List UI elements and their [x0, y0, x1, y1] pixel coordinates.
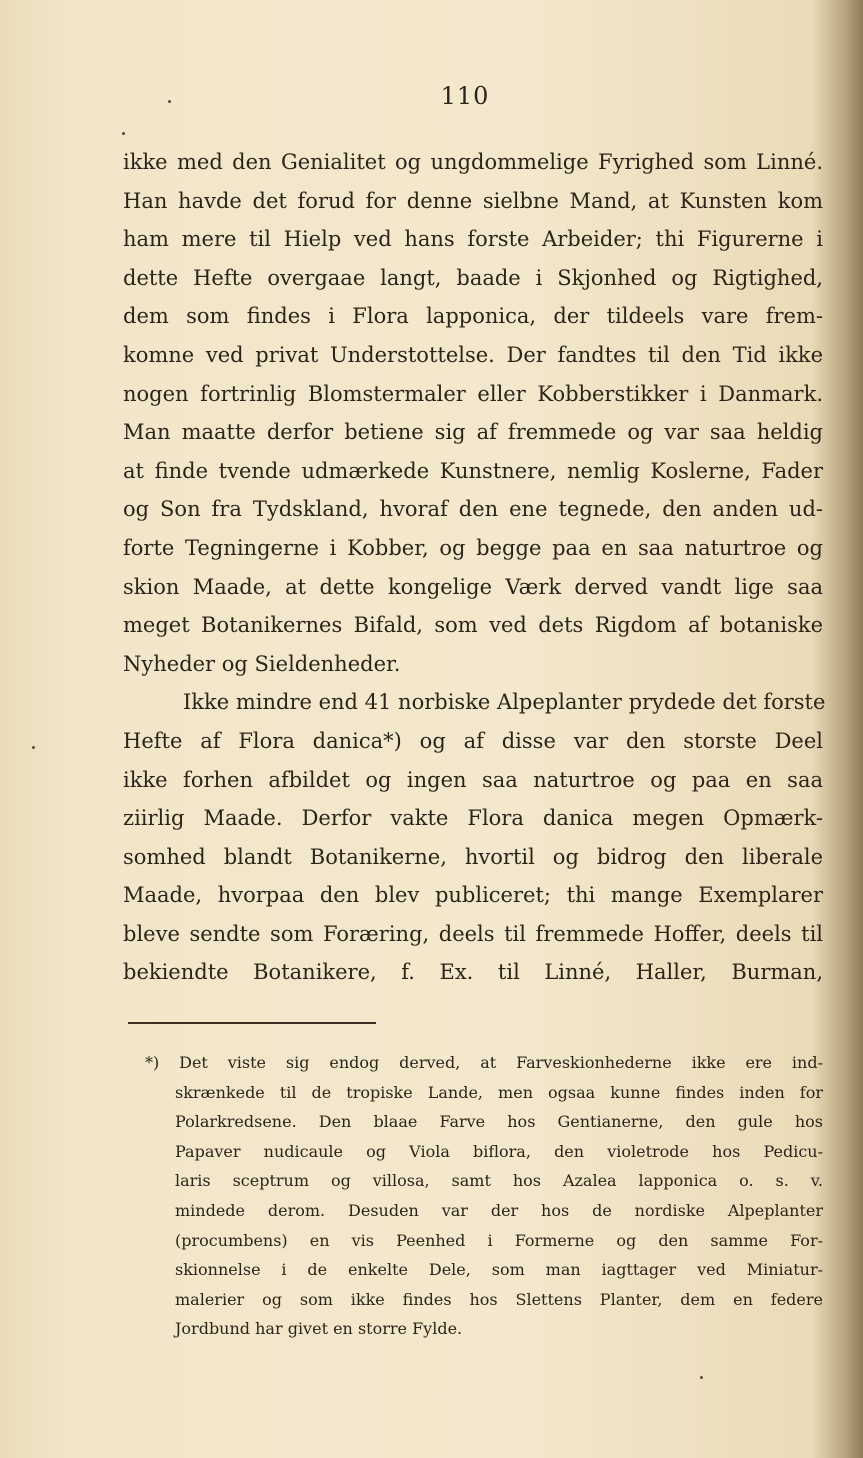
footnote-line: malerier og som ikke findes hos Slettens Planter, dem en federe — [175, 1289, 823, 1309]
body-line: dem som findes i Flora lapponica, der tildeels vare frem- — [123, 304, 823, 329]
page-number: 110 — [440, 82, 490, 110]
body-line: ikke med den Genialitet og ungdommelige Fyrighed som Linné. — [123, 150, 823, 174]
footnote-line: skionnelse i de enkelte Dele, som man iagttager ved Miniatur- — [175, 1260, 823, 1280]
body-line: at finde tvende udmærkede Kunstnere, nemlig Koslerne, Fader — [123, 458, 823, 483]
body-line: forte Tegningerne i Kobber, og begge paa en saa naturtroe og — [123, 535, 823, 560]
footnote-line: *) Det viste sig endog derved, at Farveskionhederne ikke ere ind- — [145, 1053, 823, 1072]
body-line: Maade, hvorpaa den blev publiceret; thi mange Exemplarer — [123, 883, 823, 908]
footnote-line: Polarkredsene. Den blaae Farve hos Gentianerne, den gule hos — [175, 1112, 823, 1132]
footnote-line: Jordbund har givet en storre Fylde. — [175, 1319, 463, 1339]
body-line: dette Hefte overgaae langt, baade i Skjonhed og Rigtighed, — [123, 265, 823, 290]
footnote-line: Papaver nudicaule og Viola biflora, den violetrode hos Pedicu- — [175, 1141, 823, 1161]
footnote-line: laris sceptrum og villosa, samt hos Azalea lapponica o. s. v. — [175, 1171, 823, 1191]
paper-speck — [122, 132, 125, 135]
body-line: bleve sendte som Foræring, deels til fremmede Hoffer, deels til — [123, 921, 823, 946]
body-line: ziirlig Maade. Derfor vakte Flora danica megen Opmærk- — [123, 806, 823, 831]
footnote-line: (procumbens) en vis Peenhed i Formerne og den samme For- — [175, 1230, 823, 1250]
body-line: ikke forhen afbildet og ingen saa naturtroe og paa en saa — [123, 767, 823, 792]
footnote-rule — [128, 1022, 376, 1024]
footnote-line: mindede derom. Desuden var der hos de nordiske Alpeplanter — [175, 1200, 823, 1220]
body-line: Man maatte derfor betiene sig af fremmede og var saa heldig — [123, 420, 823, 445]
body-line: ham mere til Hielp ved hans forste Arbeider; thi Figurerne i — [123, 227, 823, 252]
body-line: meget Botanikernes Bifald, som ved dets Rigdom af botaniske — [123, 613, 823, 638]
paper-speck — [32, 746, 35, 749]
paper-speck — [168, 100, 171, 103]
body-line: nogen fortrinlig Blomstermaler eller Kobberstikker i Danmark. — [123, 381, 823, 406]
body-line: bekiendte Botanikere, f. Ex. til Linné, Haller, Burman, — [123, 960, 823, 985]
body-text — [123, 143, 826, 992]
body-line: Hefte af Flora danica*) og af disse var den storste Deel — [123, 728, 823, 753]
body-line: komne ved privat Understottelse. Der fandtes til den Tid ikke — [123, 342, 823, 367]
body-line: somhed blandt Botanikerne, hvortil og bidrog den liberale — [123, 844, 823, 869]
body-line: Nyheder og Sieldenheder. — [123, 651, 401, 676]
paper-speck — [700, 1376, 703, 1379]
footnote — [145, 1048, 823, 1344]
footnote-line: skrænkede til de tropiske Lande, men ogsaa kunne findes inden for — [175, 1082, 823, 1102]
body-line: Han havde det forud for denne sielbne Mand, at Kunsten kom — [123, 188, 823, 213]
body-line: og Son fra Tydskland, hvoraf den ene tegnede, den anden ud- — [123, 497, 823, 522]
body-line: Ikke mindre end 41 norbiske Alpeplanter prydede det forste — [183, 690, 826, 715]
body-line: skion Maade, at dette kongelige Værk derved vandt lige saa — [123, 574, 823, 599]
